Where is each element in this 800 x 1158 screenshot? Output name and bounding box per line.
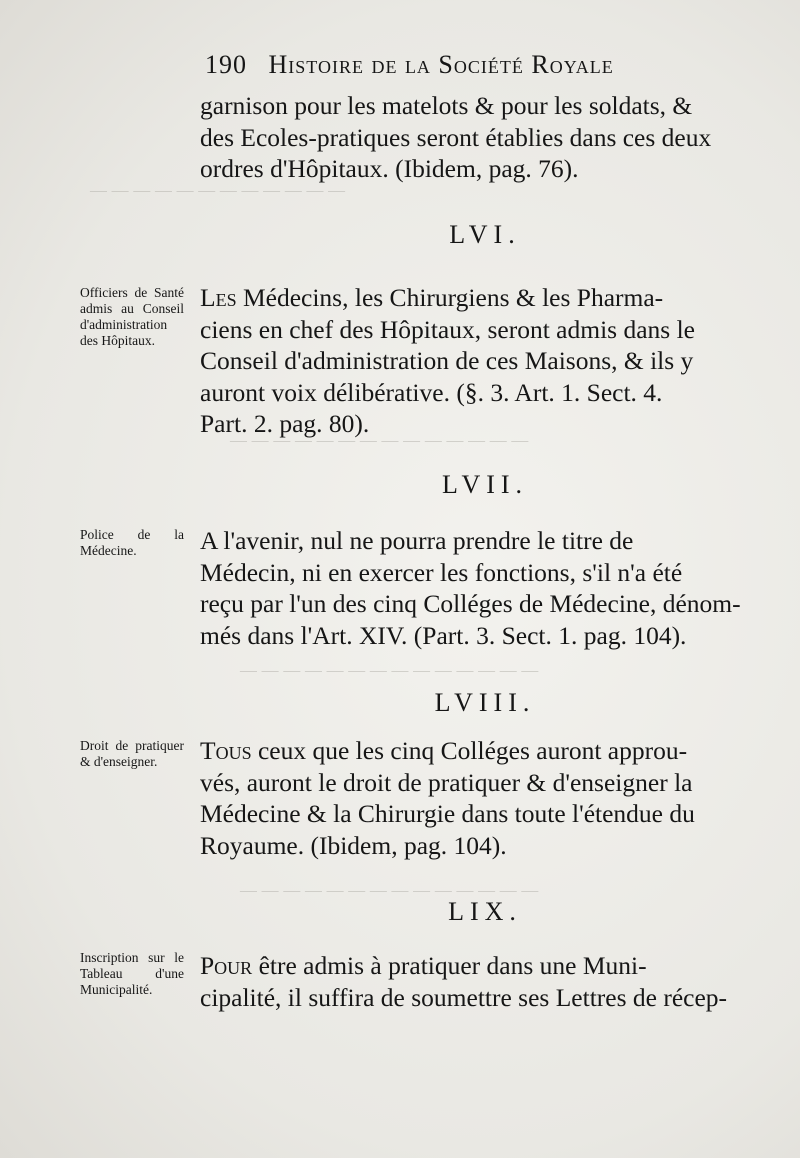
bleed-through-texture: — — — — — — — — — — — — — —: [240, 880, 539, 901]
article-heading: LVI.: [449, 220, 521, 249]
text-line: Médecin, ni en exercer les fonctions, s'il n'a été: [200, 557, 683, 587]
paragraph-article-lix: [200, 950, 770, 1013]
text-line: Médecine & la Chirurgie dans toute l'étendue du: [200, 799, 695, 828]
text-line: vés, auront le droit de pratiquer & d'enseigner la: [200, 767, 693, 797]
margin-note: Police de la Médecine.: [80, 527, 184, 558]
page-number: 190: [205, 50, 247, 79]
text-line: Royaume. (Ibidem, pag. 104).: [200, 830, 507, 860]
text-line: Part. 2. pag. 80).: [200, 409, 370, 438]
text-line: cipalité, il suffira de soumettre ses Lettres de récep-: [200, 982, 728, 1012]
text-line: [200, 735, 770, 767]
bleed-through-texture: — — — — — — — — — — — — — —: [240, 660, 539, 681]
initial-word: Tous: [200, 736, 252, 765]
paragraph-article-lvi: [200, 282, 770, 440]
text-line: reçu par l'un des cinq Colléges de Médecine, dénom-: [200, 589, 741, 618]
article-heading: LVIII.: [434, 688, 536, 717]
text-line: A l'avenir, nul ne pourra prendre le titre de: [200, 526, 634, 555]
paragraph-article-lvii: [200, 525, 770, 651]
text-fragment: Médecins, les Chirurgiens & les Pharma-: [236, 283, 664, 312]
article-heading: LIX.: [448, 897, 522, 926]
article-heading: LVII.: [441, 470, 529, 499]
bleed-through-texture: — — — — — — — — — — — — — —: [230, 430, 529, 451]
text-line: més dans l'Art. XIV. (Part. 3. Sect. 1. pag. 104).: [200, 620, 687, 650]
text-line: ordres d'Hôpitaux. (Ibidem, pag. 76).: [200, 154, 579, 183]
initial-word: Pour: [200, 951, 253, 980]
paragraph-article-lviii: [200, 735, 770, 861]
margin-note: Droit de pratiquer & d'enseigner.: [80, 738, 184, 769]
text-fragment: être admis à pratiquer dans une Muni-: [252, 951, 647, 980]
text-line: des Ecoles-pratiques seront établies dans ces deux: [200, 122, 712, 152]
bleed-through-texture: — — — — — — — — — — — —: [90, 180, 345, 201]
text-line: Conseil d'administration de ces Maisons, & ils y: [200, 346, 694, 375]
text-line: [200, 282, 770, 314]
text-fragment: ceux que les cinq Colléges auront approu-: [251, 736, 688, 765]
text-line: [200, 950, 770, 982]
running-header: [205, 50, 765, 80]
running-title: Histoire de la Société Royale: [268, 50, 614, 79]
margin-note: Inscription sur le Tableau d'une Municipalité.: [80, 950, 184, 997]
text-line: auront voix délibérative. (§. 3. Art. 1. Sect. 4.: [200, 377, 663, 407]
text-line: ciens en chef des Hôpitaux, seront admis dans le: [200, 314, 695, 344]
margin-note: Officiers de Santé admis au Conseil d'administration des Hôpitaux.: [80, 285, 184, 348]
paragraph-continuation: [200, 90, 770, 185]
initial-word: Les: [200, 283, 237, 312]
text-line: garnison pour les matelots & pour les soldats, &: [200, 91, 693, 120]
